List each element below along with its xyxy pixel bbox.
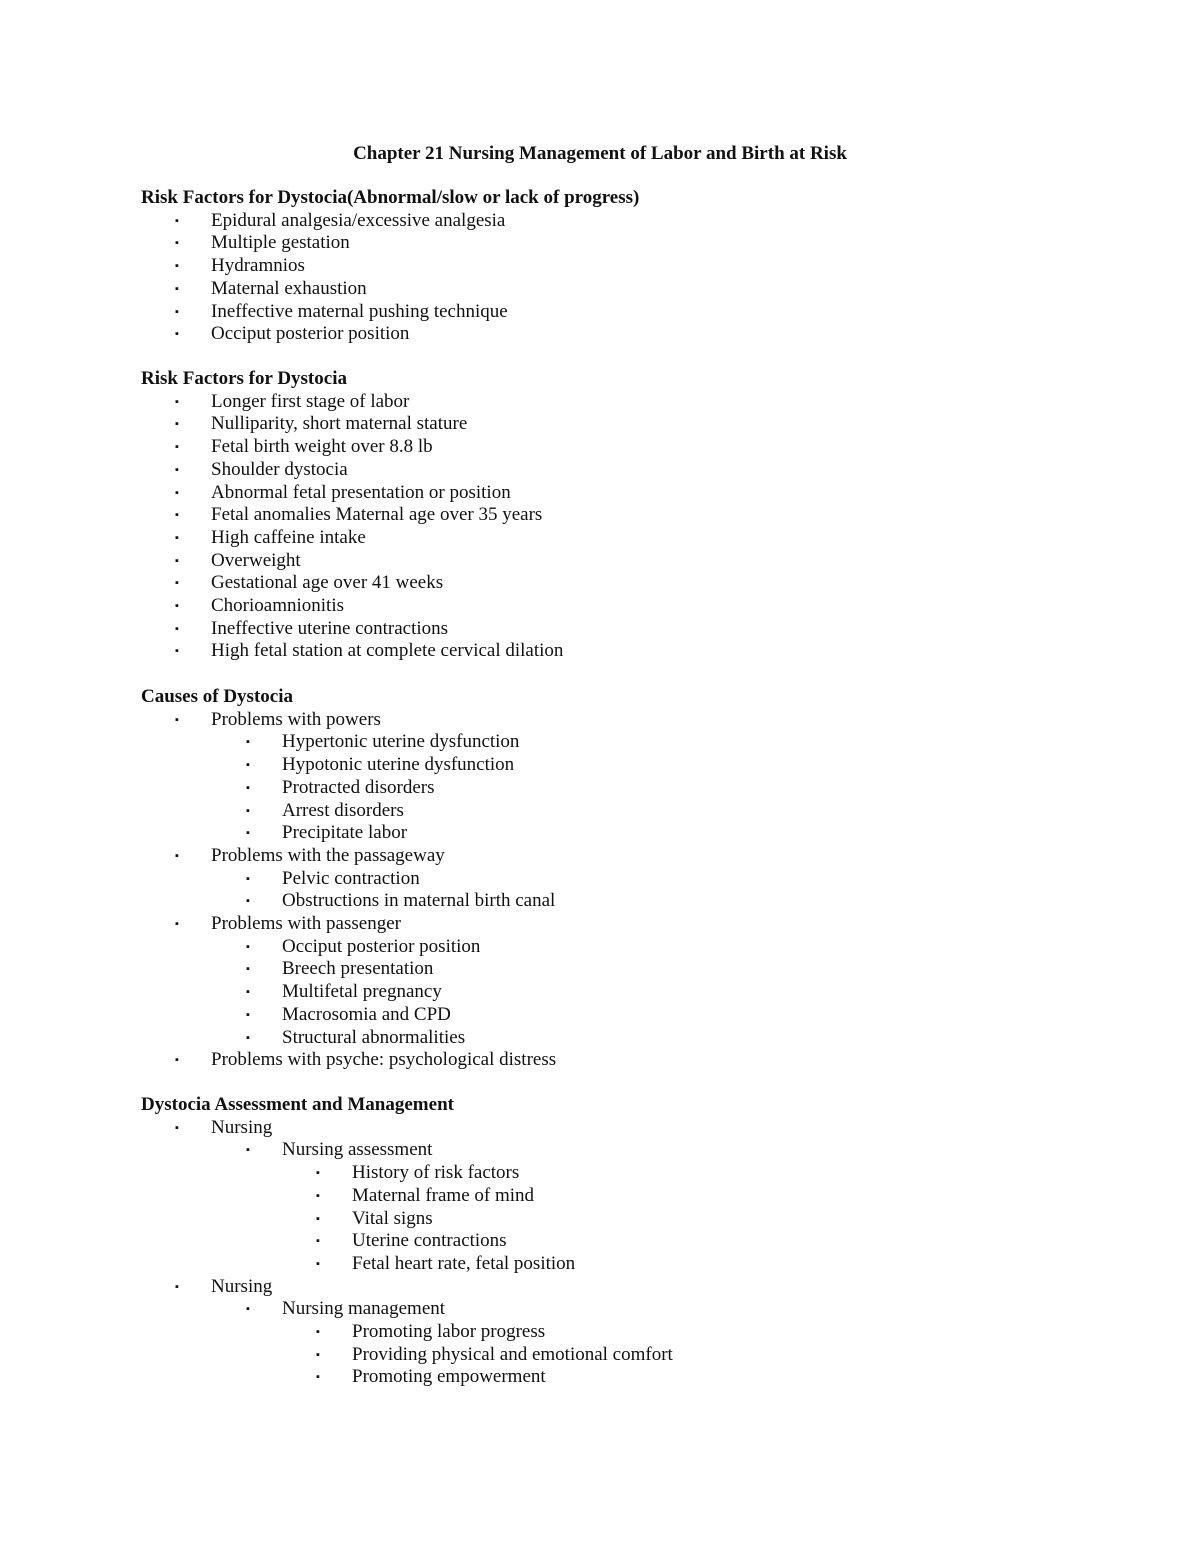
bullet-icon: ▪	[175, 622, 179, 635]
list-item: ▪ Hydramnios	[175, 255, 305, 277]
bullet-icon: ▪	[175, 509, 179, 522]
nested-bullet-list	[141, 1298, 1141, 1321]
list-item: ▪ Promoting empowerment	[316, 1366, 546, 1388]
bullet-icon: ▪	[316, 1167, 320, 1180]
list-item: ▪ Problems with powers	[175, 708, 381, 730]
bullet-icon: ▪	[175, 531, 179, 544]
list-item: ▪ Epidural analgesia/excessive analgesia	[175, 209, 506, 231]
bullet-list	[141, 210, 1141, 346]
bullet-list	[141, 845, 1141, 868]
list-item: ▪ Maternal frame of mind	[316, 1184, 535, 1206]
list-item: ▪ Shoulder dystocia	[175, 458, 348, 480]
list-item: ▪ Occiput posterior position	[246, 935, 481, 957]
bullet-icon: ▪	[246, 1303, 250, 1316]
bullet-icon: ▪	[175, 395, 179, 408]
list-item: ▪ Longer first stage of labor	[175, 390, 410, 412]
bullet-icon: ▪	[175, 463, 179, 476]
list-item: ▪ Nursing management	[246, 1298, 446, 1320]
document-title: Chapter 21 Nursing Management of Labor and Birth at Risk	[353, 143, 847, 164]
list-item: ▪ Nursing assessment	[246, 1139, 433, 1161]
bullet-icon: ▪	[246, 781, 250, 794]
bullet-icon: ▪	[175, 645, 179, 658]
bullet-icon: ▪	[175, 441, 179, 454]
bullet-icon: ▪	[316, 1326, 320, 1339]
list-item: ▪ Obstructions in maternal birth canal	[246, 890, 556, 912]
list-item: ▪ Hypotonic uterine dysfunction	[246, 754, 515, 776]
list-item: ▪ Multifetal pregnancy	[246, 981, 442, 1003]
list-item: ▪ Breech presentation	[246, 958, 434, 980]
bullet-icon: ▪	[175, 237, 179, 250]
list-item: ▪ Hypertonic uterine dysfunction	[246, 731, 520, 753]
bullet-icon: ▪	[175, 600, 179, 613]
section-risk-factors-abnormal-progress	[141, 187, 1141, 346]
bullet-icon: ▪	[246, 1008, 250, 1021]
nested-bullet-list	[141, 936, 1141, 1050]
bullet-icon: ▪	[246, 963, 250, 976]
bullet-icon: ▪	[175, 214, 179, 227]
list-item: ▪ Macrosomia and CPD	[246, 1003, 451, 1025]
section-heading: Dystocia Assessment and Management	[141, 1094, 454, 1115]
list-item: ▪ Promoting labor progress	[316, 1321, 546, 1343]
bullet-icon: ▪	[316, 1257, 320, 1270]
bullet-icon: ▪	[246, 986, 250, 999]
list-item: ▪ Providing physical and emotional comfort	[316, 1343, 673, 1365]
list-item: ▪ Vital signs	[316, 1207, 433, 1229]
bullet-icon: ▪	[246, 895, 250, 908]
bullet-icon: ▪	[175, 918, 179, 931]
list-item: ▪ Ineffective uterine contractions	[175, 617, 449, 639]
list-item: ▪ Occiput posterior position	[175, 323, 410, 345]
list-item: ▪ Protracted disorders	[246, 776, 435, 798]
bullet-icon: ▪	[175, 486, 179, 499]
list-item: ▪ Problems with passenger	[175, 913, 401, 935]
list-item: ▪ Multiple gestation	[175, 232, 350, 254]
list-item: ▪ Nursing	[175, 1275, 273, 1297]
list-item: ▪ Precipitate labor	[246, 822, 408, 844]
list-item: ▪ Nursing	[175, 1116, 273, 1138]
section-assessment-and-management	[141, 1094, 1141, 1389]
section-heading: Risk Factors for Dystocia	[141, 368, 347, 389]
bullet-list	[141, 1276, 1141, 1299]
bullet-list	[141, 709, 1141, 732]
bullet-list	[141, 1049, 1141, 1072]
bullet-icon: ▪	[316, 1348, 320, 1361]
bullet-list	[141, 391, 1141, 663]
list-item: ▪ Abnormal fetal presentation or position	[175, 481, 511, 503]
bullet-icon: ▪	[175, 554, 179, 567]
bullet-icon: ▪	[175, 1280, 179, 1293]
bullet-icon: ▪	[175, 282, 179, 295]
section-heading: Causes of Dystocia	[141, 686, 293, 707]
nested-bullet-list	[141, 1162, 1141, 1276]
list-item: ▪ Maternal exhaustion	[175, 277, 367, 299]
list-item: ▪ Fetal birth weight over 8.8 lb	[175, 436, 433, 458]
nested-bullet-list	[141, 1139, 1141, 1162]
list-item: ▪ History of risk factors	[316, 1162, 520, 1184]
list-item: ▪ Nulliparity, short maternal stature	[175, 413, 468, 435]
list-item: ▪ Fetal anomalies Maternal age over 35 years	[175, 504, 543, 526]
list-item: ▪ Structural abnormalities	[246, 1026, 466, 1048]
bullet-icon: ▪	[246, 940, 250, 953]
bullet-icon: ▪	[175, 328, 179, 341]
nested-bullet-list	[141, 731, 1141, 845]
list-item: ▪ Fetal heart rate, fetal position	[316, 1252, 576, 1274]
bullet-icon: ▪	[175, 260, 179, 273]
bullet-icon: ▪	[175, 305, 179, 318]
nested-bullet-list	[141, 868, 1141, 913]
list-item: ▪ Gestational age over 41 weeks	[175, 572, 444, 594]
bullet-icon: ▪	[175, 849, 179, 862]
section-causes-of-dystocia	[141, 686, 1141, 1072]
bullet-icon: ▪	[316, 1212, 320, 1225]
bullet-icon: ▪	[316, 1189, 320, 1202]
bullet-list	[141, 1117, 1141, 1140]
section-risk-factors	[141, 368, 1141, 663]
bullet-icon: ▪	[246, 736, 250, 749]
list-item: ▪ Chorioamnionitis	[175, 595, 344, 617]
bullet-icon: ▪	[246, 759, 250, 772]
bullet-icon: ▪	[175, 577, 179, 590]
list-item: ▪ Overweight	[175, 549, 301, 571]
list-item: ▪ Pelvic contraction	[246, 867, 420, 889]
bullet-icon: ▪	[246, 1031, 250, 1044]
bullet-icon: ▪	[246, 827, 250, 840]
list-item: ▪ Arrest disorders	[246, 799, 404, 821]
bullet-icon: ▪	[175, 418, 179, 431]
bullet-icon: ▪	[316, 1371, 320, 1384]
bullet-icon: ▪	[246, 872, 250, 885]
bullet-icon: ▪	[175, 713, 179, 726]
list-item: ▪ Problems with the passageway	[175, 844, 445, 866]
bullet-icon: ▪	[175, 1054, 179, 1067]
bullet-icon: ▪	[246, 1144, 250, 1157]
bullet-icon: ▪	[175, 1121, 179, 1134]
list-item: ▪ High caffeine intake	[175, 526, 366, 548]
list-item: ▪ High fetal station at complete cervical dilation	[175, 640, 564, 662]
list-item: ▪ Uterine contractions	[316, 1230, 507, 1252]
list-item: ▪ Ineffective maternal pushing technique	[175, 300, 508, 322]
section-heading: Risk Factors for Dystocia(Abnormal/slow or lack of progress)	[141, 187, 640, 208]
nested-bullet-list	[141, 1321, 1141, 1389]
bullet-icon: ▪	[316, 1235, 320, 1248]
bullet-list	[141, 913, 1141, 936]
list-item: ▪ Problems with psyche: psychological distress	[175, 1049, 557, 1071]
bullet-icon: ▪	[246, 804, 250, 817]
